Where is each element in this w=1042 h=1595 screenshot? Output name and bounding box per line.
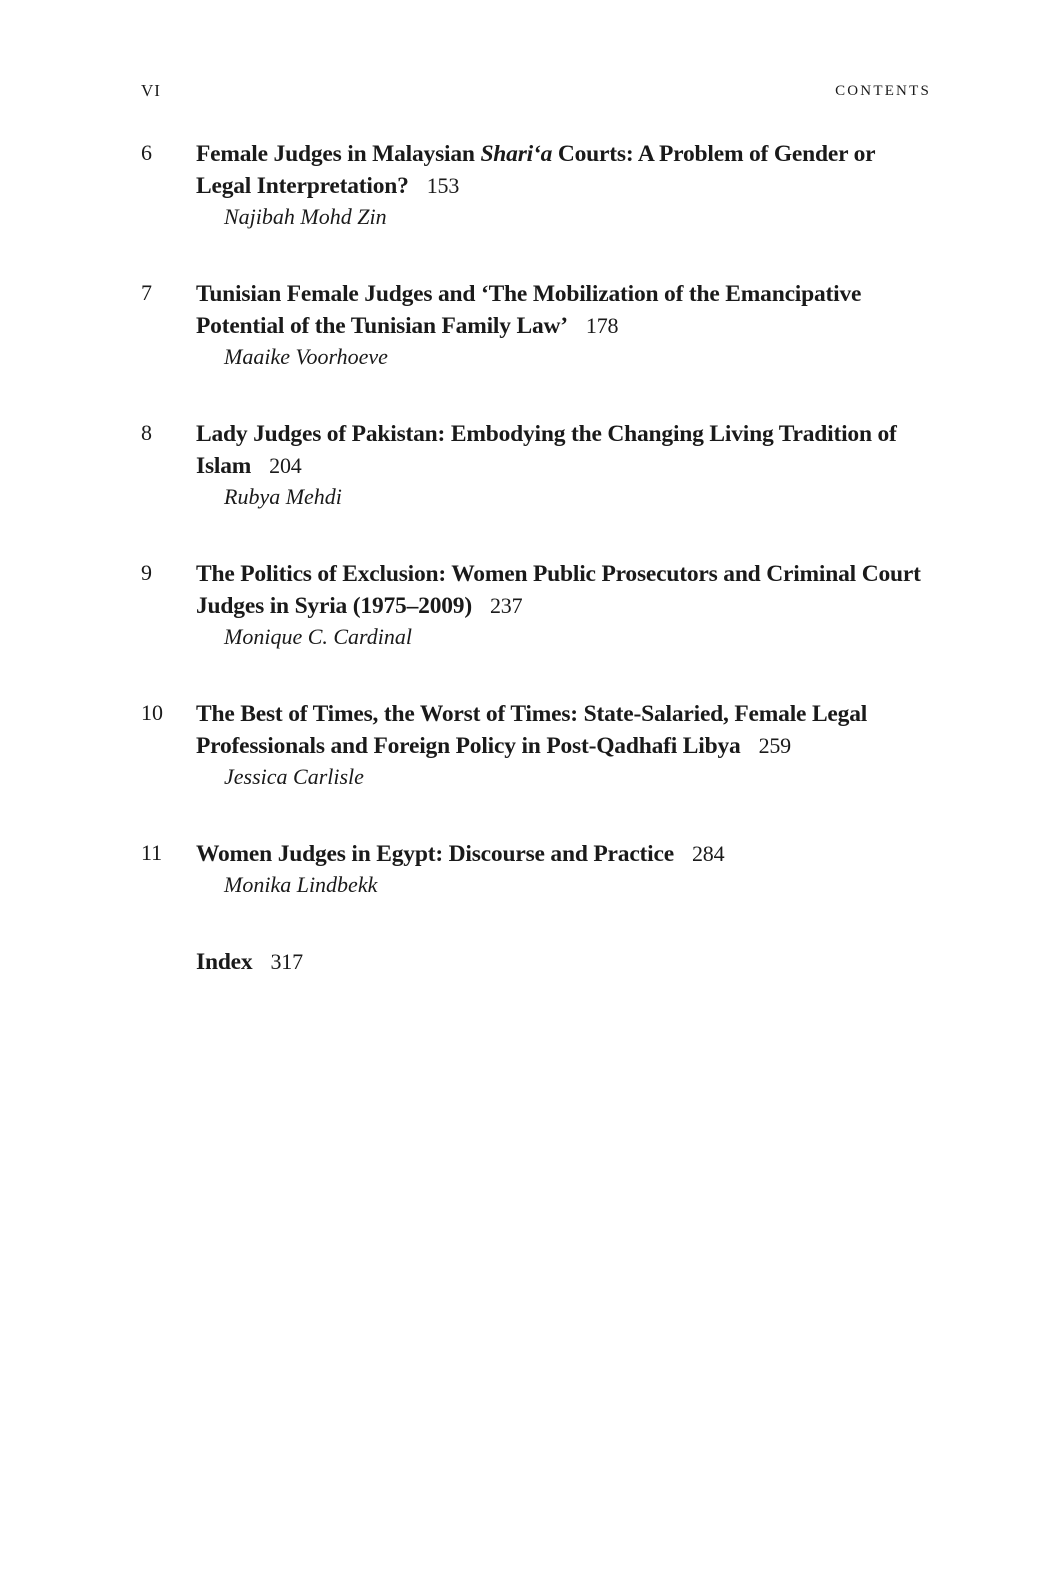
chapter-page-number: 237: [489, 593, 523, 618]
chapter-title: [196, 698, 931, 762]
chapter-number: 7: [141, 280, 152, 305]
chapter-title-text: Female Judges in Malaysian: [196, 141, 481, 167]
chapter-author: Najibah Mohd Zin: [224, 204, 387, 229]
chapter-number: 11: [141, 840, 163, 865]
chapter-title-italic: Shari‘a: [480, 141, 553, 167]
chapter-page-number: 259: [758, 733, 791, 758]
toc-entry-chapter-10: [141, 698, 931, 792]
chapter-title-text: The Politics of Exclusion: Women Public Prosecutors and Criminal Court Judges in Syria (1975–2009): [196, 561, 921, 619]
chapter-author: Jessica Carlisle: [224, 764, 364, 789]
chapter-page-number: 153: [426, 173, 460, 198]
chapter-title: [196, 558, 931, 622]
chapter-title-text: Tunisian Female Judges and ‘The Mobilization of the Emancipative Potential of the Tunisian Family Law’: [196, 281, 862, 339]
chapter-title-text: Women Judges in Egypt: Discourse and Practice: [196, 841, 674, 867]
chapter-page-number: 284: [691, 841, 725, 866]
chapter-author: Maaike Voorhoeve: [224, 344, 388, 369]
toc-entry-chapter-9: [141, 558, 931, 652]
section-title: CONTENTS: [835, 82, 931, 99]
toc-entry-chapter-7: [141, 278, 931, 372]
chapter-page-number: 204: [269, 453, 302, 478]
index-title-text: Index: [196, 949, 253, 975]
toc-entry-chapter-6: [141, 138, 931, 232]
index-page-number: 317: [270, 949, 303, 974]
chapter-author: Monique C. Cardinal: [224, 624, 413, 649]
chapter-title: [196, 138, 931, 202]
toc-entry-chapter-8: [141, 418, 931, 512]
chapter-title-text: Courts: A Problem of Gender or Legal Interpretation?: [196, 141, 875, 199]
chapter-number: 9: [141, 560, 152, 585]
chapter-title: [196, 838, 931, 870]
toc-entry-chapter-11: [141, 838, 931, 900]
chapter-author: Rubya Mehdi: [224, 484, 342, 509]
chapter-number: 10: [141, 700, 163, 725]
table-of-contents: [141, 138, 931, 1024]
chapter-title: [196, 278, 931, 342]
chapter-number: 6: [141, 140, 152, 165]
index-title: [196, 946, 931, 978]
chapter-title-text: The Best of Times, the Worst of Times: State-Salaried, Female Legal Professionals and Foreign Policy in Post-Qadhafi Libya: [196, 701, 868, 759]
chapter-title: [196, 418, 931, 482]
page-folio: VI: [141, 81, 161, 100]
chapter-author: Monika Lindbekk: [224, 872, 378, 897]
toc-entry-index: [141, 946, 931, 978]
chapter-page-number: 178: [585, 313, 619, 338]
chapter-number: 8: [141, 420, 152, 445]
chapter-title-text: Lady Judges of Pakistan: Embodying the Changing Living Tradition of Islam: [196, 421, 897, 479]
running-head: [141, 80, 931, 102]
